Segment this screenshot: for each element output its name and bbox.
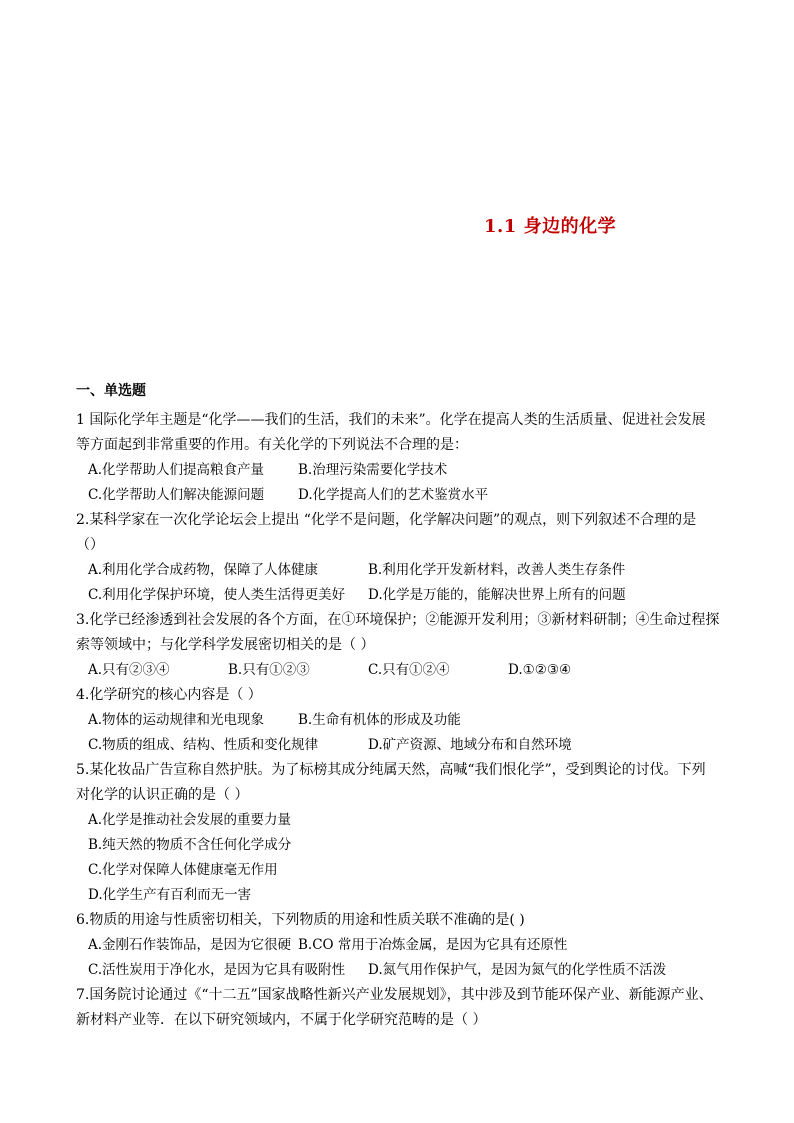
question-2-option-d: D.化学是万能的，能解决世界上所有的问题 bbox=[368, 587, 626, 603]
question-4-option-a: A.物体的运动规律和光电现象 bbox=[88, 712, 265, 728]
question-3-stem-line-1: 3.化学已经渗透到社会发展的各个方面，在①环境保护；②能源开发利用；③新材料研制；④生命过程探 bbox=[76, 612, 720, 628]
question-6-stem-line-1: 6.物质的用途与性质密切相关，下列物质的用途和性质关联不准确的是( ) bbox=[76, 912, 525, 928]
question-7-stem-line-2: 新材料产业等．在以下研究领域内，不属于化学研究范畴的是（ ） bbox=[76, 1012, 487, 1028]
question-5-option-a: A.化学是推动社会发展的重要力量 bbox=[88, 812, 292, 828]
question-1-option-c: C.化学帮助人们解决能源问题 bbox=[88, 487, 265, 503]
question-3-option-a: A.只有②③④ bbox=[88, 662, 170, 678]
question-7-stem-line-1: 7.国务院讨论通过《“十二五”国家战略性新兴产业发展规划》，其中涉及到节能环保产业、新能源产业、 bbox=[76, 987, 713, 1003]
document-title: 1.1 身边的化学 bbox=[484, 216, 617, 237]
question-5-option-d: D.化学生产有百利而无一害 bbox=[88, 887, 252, 903]
question-6-option-d: D.氮气用作保护气，是因为氮气的化学性质不活泼 bbox=[368, 962, 667, 978]
question-1-option-b: B.治理污染需要化学技术 bbox=[298, 462, 448, 478]
question-1-stem-line-2: 等方面起到非常重要的作用。有关化学的下列说法不合理的是： bbox=[76, 437, 468, 453]
question-4-option-b: B.生命有机体的形成及功能 bbox=[298, 712, 461, 728]
question-3-option-c: C.只有①②④ bbox=[368, 662, 450, 678]
question-2-option-c: C.利用化学保护环境，使人类生活得更美好 bbox=[88, 587, 346, 603]
question-2-option-b: B.利用化学开发新材料，改善人类生存条件 bbox=[368, 562, 626, 578]
question-4-option-d: D.矿产资源、地域分布和自然环境 bbox=[368, 737, 572, 753]
question-6-option-c: C.活性炭用于净化水，是因为它具有吸附性 bbox=[88, 962, 346, 978]
question-5-stem-line-1: 5.某化妆品广告宣称自然护肤。为了标榜其成分纯属天然，高喊“我们恨化学”，受到舆论的讨伐。下列 bbox=[76, 762, 706, 778]
question-4-option-c: C.物质的组成、结构、性质和变化规律 bbox=[88, 737, 319, 753]
section-heading: 一、单选题 bbox=[76, 383, 146, 399]
question-6-option-a: A.金刚石作装饰品，是因为它很硬 bbox=[88, 937, 292, 953]
question-1-stem-line-1: 1 国际化学年主题是“化学——我们的生活，我们的未来”。化学在提高人类的生活质量、促进社会发展 bbox=[76, 412, 706, 428]
question-2-option-a: A.利用化学合成药物，保障了人体健康 bbox=[88, 562, 319, 578]
question-3-option-b: B.只有①②③ bbox=[228, 662, 310, 678]
question-5-option-b: B.纯天然的物质不含任何化学成分 bbox=[88, 837, 292, 853]
question-2-stem-line-1: 2.某科学家在一次化学论坛会上提出 “化学不是问题，化学解决问题”的观点，则下列叙述不合理的是 bbox=[76, 512, 697, 528]
question-4-stem-line-1: 4.化学研究的核心内容是（ ） bbox=[76, 687, 262, 703]
question-1-option-d: D.化学提高人们的艺术鉴赏水平 bbox=[298, 487, 489, 503]
question-2-stem-line-2: （） bbox=[76, 537, 104, 553]
question-6-option-b: B.CO 常用于冶炼金属，是因为它具有还原性 bbox=[298, 937, 568, 953]
question-3-stem-line-2: 索等领域中；与化学科学发展密切相关的是（ ） bbox=[76, 637, 375, 653]
question-1-option-a: A.化学帮助人们提高粮食产量 bbox=[88, 462, 265, 478]
question-5-option-c: C.化学对保障人体健康毫无作用 bbox=[88, 862, 278, 878]
question-3-option-d: D.①②③④ bbox=[508, 662, 572, 678]
question-5-stem-line-2: 对化学的认识正确的是（ ） bbox=[76, 787, 249, 803]
